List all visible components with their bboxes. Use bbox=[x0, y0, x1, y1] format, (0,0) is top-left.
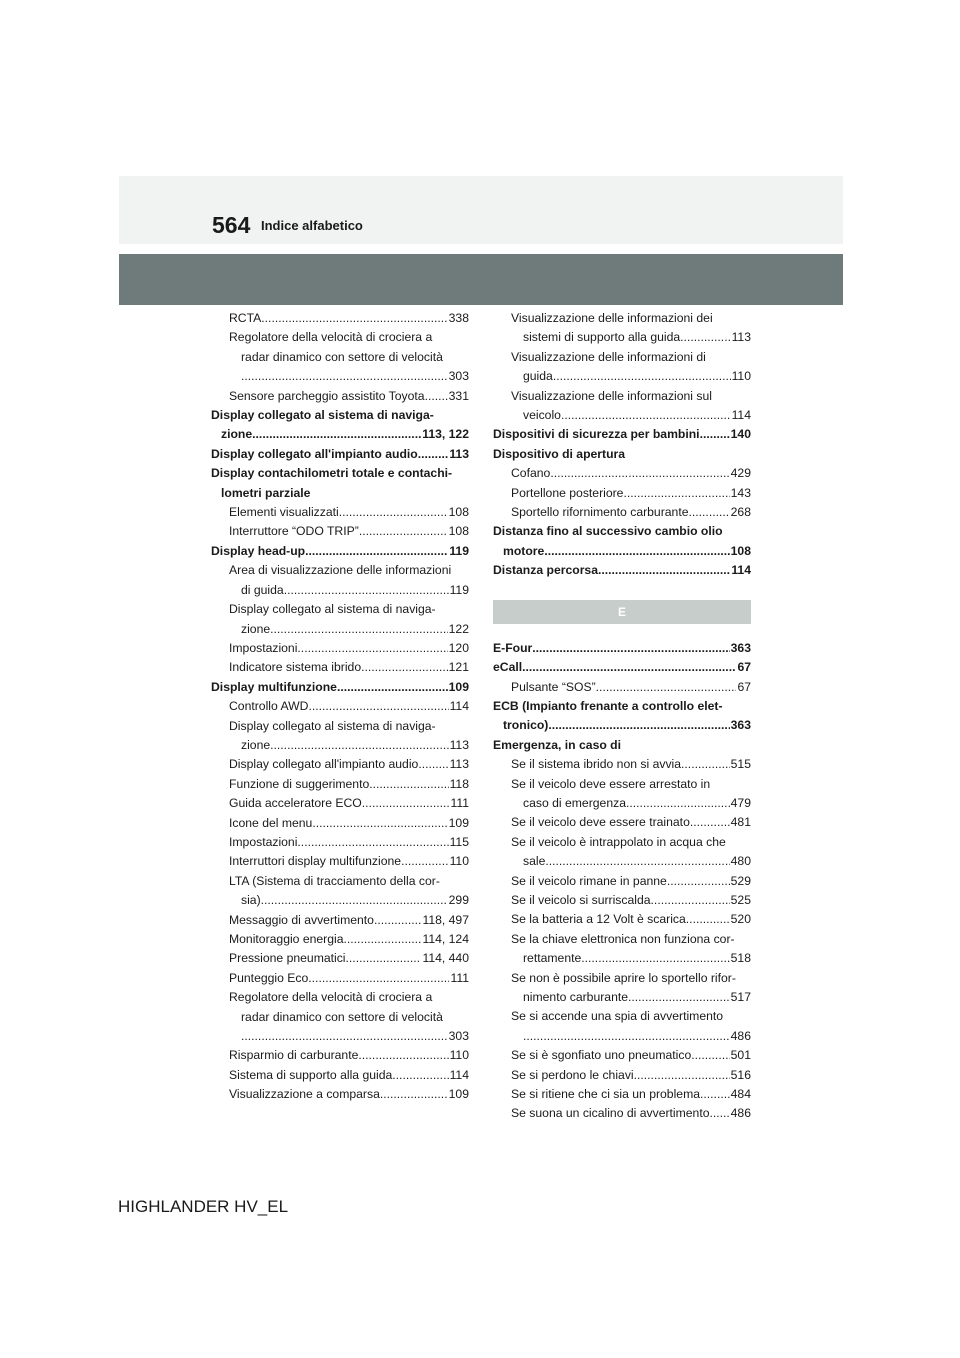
index-entry-page: 111 bbox=[450, 970, 469, 985]
index-entry-text: Se la batteria a 12 Volt è scarica bbox=[511, 912, 686, 927]
index-entry: Visualizzazione delle informazioni di bbox=[511, 349, 706, 364]
index-entry-page: 338 bbox=[448, 311, 469, 325]
index-entry-text: sia) bbox=[241, 893, 261, 908]
index-entry-page: 114, 124 bbox=[422, 932, 469, 946]
dot-leader bbox=[374, 911, 421, 930]
index-entry bbox=[493, 988, 751, 1007]
dot-leader bbox=[418, 445, 449, 464]
index-entry: Se la chiave elettronica non funziona cor- bbox=[511, 931, 735, 946]
index-entry-text: Elementi visualizzati bbox=[229, 505, 339, 520]
index-entry bbox=[211, 542, 469, 561]
index-entry-page: 119 bbox=[449, 543, 469, 558]
index-entry-page: 429 bbox=[730, 466, 751, 481]
index-entry bbox=[211, 445, 469, 464]
dot-leader bbox=[545, 852, 729, 871]
index-entry bbox=[211, 814, 469, 833]
index-entry bbox=[211, 930, 469, 949]
index-entry-page: 109 bbox=[448, 1087, 469, 1102]
index-group-e bbox=[493, 639, 751, 1124]
index-entry-page: 114 bbox=[731, 408, 751, 423]
index-entry-page: 121 bbox=[448, 660, 469, 675]
dot-leader bbox=[346, 949, 422, 968]
dot-leader bbox=[261, 891, 448, 910]
index-entry-text: Indicatore sistema ibrido bbox=[229, 660, 362, 675]
index-entry-text: caso di emergenza bbox=[523, 795, 626, 810]
index-entry-text: E-Four bbox=[493, 640, 533, 655]
dot-leader bbox=[401, 852, 449, 871]
index-entry: Dispositivo di apertura bbox=[493, 446, 626, 461]
index-entry-page: 109 bbox=[448, 815, 469, 830]
index-entry-text: Impostazioni bbox=[229, 640, 298, 655]
dot-leader bbox=[312, 814, 447, 833]
dot-leader bbox=[691, 1046, 729, 1065]
index-entry bbox=[211, 969, 469, 988]
index-entry bbox=[493, 328, 751, 347]
index-entry-page: 118, 497 bbox=[422, 912, 469, 927]
index-entry: radar dinamico con settore di velocità bbox=[241, 349, 443, 364]
index-entry-text: eCall bbox=[493, 660, 523, 675]
index-entry bbox=[493, 542, 751, 561]
index-entry-text: Se il sistema ibrido non si avvia bbox=[511, 757, 682, 772]
index-entry-page: 114, 440 bbox=[422, 951, 469, 966]
index-entry-page: 268 bbox=[730, 505, 751, 520]
index-entry-text: Sportello rifornimento carburante bbox=[511, 505, 689, 520]
index-entry-text: Pressione pneumatici bbox=[229, 951, 346, 966]
dot-leader bbox=[689, 503, 730, 522]
index-entry bbox=[211, 1085, 469, 1104]
index-entry-text: Icone del menu bbox=[229, 815, 313, 830]
dot-leader bbox=[581, 949, 729, 968]
index-entry-page: 108 bbox=[730, 543, 751, 558]
index-entry-text: Risparmio di carburante bbox=[229, 1048, 359, 1063]
index-entry-text: Se il veicolo si surriscalda bbox=[511, 892, 651, 907]
index-entry-text: di guida bbox=[241, 582, 284, 597]
index-entry-text: sale bbox=[523, 854, 546, 869]
index-entry-text: Monitoraggio energia bbox=[229, 932, 344, 946]
index-entry: Display collegato al sistema di naviga- bbox=[229, 602, 436, 617]
index-entry bbox=[211, 387, 469, 406]
index-entry-text: Portellone posteriore bbox=[511, 485, 624, 500]
index-entry bbox=[493, 813, 751, 832]
index-entry-text: RCTA bbox=[229, 311, 262, 325]
index-entry bbox=[493, 1046, 751, 1065]
dot-leader bbox=[380, 1085, 448, 1104]
dot-leader bbox=[261, 309, 447, 328]
index-entry-page: 114 bbox=[449, 1067, 469, 1082]
index-entry: Se non è possibile aprire lo sportello rifor- bbox=[511, 970, 736, 985]
index-entry bbox=[211, 775, 469, 794]
index-entry-page: 113 bbox=[449, 757, 469, 772]
index-entry-text: Guida acceleratore ECO bbox=[229, 796, 362, 811]
index-entry-text: Display collegato all'impianto audio bbox=[229, 757, 419, 772]
index-entry bbox=[493, 367, 751, 386]
index-entry: Distanza fino al successivo cambio olio bbox=[493, 524, 723, 539]
index-entry-page: 120 bbox=[448, 640, 469, 655]
index-entry-page: 111 bbox=[450, 796, 469, 811]
dot-leader bbox=[596, 678, 737, 697]
index-entry-text: rettamente bbox=[523, 951, 582, 966]
index-entry-page: 110 bbox=[449, 1048, 469, 1063]
index-entry: Regolatore della velocità di crociera a bbox=[229, 330, 433, 345]
dot-leader bbox=[548, 716, 729, 735]
index-entry bbox=[493, 716, 751, 735]
index-entry bbox=[211, 425, 469, 444]
index-entry bbox=[211, 891, 469, 910]
index-entry bbox=[493, 891, 751, 910]
dot-leader bbox=[241, 1027, 448, 1046]
index-entry bbox=[493, 678, 751, 697]
index-entry: Emergenza, in caso di bbox=[493, 737, 622, 752]
index-entry-page: 363 bbox=[730, 640, 751, 655]
index-column-right bbox=[493, 309, 751, 1124]
index-entry bbox=[493, 503, 751, 522]
index-entry-page: 480 bbox=[730, 854, 751, 869]
index-entry-page: 110 bbox=[731, 369, 751, 384]
index-entry bbox=[211, 852, 469, 871]
index-entry-text: Controllo AWD bbox=[229, 699, 309, 714]
index-entry bbox=[211, 367, 469, 386]
index-entry-page: 108 bbox=[448, 524, 469, 539]
index-entry-page: 484 bbox=[730, 1087, 751, 1102]
index-entry-page: 517 bbox=[730, 990, 751, 1004]
section-letter-divider: E bbox=[493, 600, 751, 624]
index-entry-page: 114 bbox=[731, 563, 751, 578]
index-entry bbox=[493, 872, 751, 891]
index-entry-page: 486 bbox=[730, 1028, 751, 1043]
index-entry bbox=[493, 639, 751, 658]
index-entry-text: Interruttore “ODO TRIP” bbox=[229, 524, 359, 539]
index-entry-text: Se il veicolo rimane in panne bbox=[511, 873, 667, 888]
index-entry-page: 67 bbox=[737, 660, 751, 675]
index-entry bbox=[211, 620, 469, 639]
index-entry bbox=[493, 561, 751, 580]
index-entry-text: tronico) bbox=[503, 718, 549, 733]
index-entry-page: 122 bbox=[448, 621, 469, 636]
header-title: Indice alfabetico bbox=[261, 218, 363, 233]
index-entry-page: 113 bbox=[449, 446, 469, 461]
footer-model-name: HIGHLANDER HV_EL bbox=[118, 1197, 289, 1216]
index-entry-text: Se si perdono le chiavi bbox=[511, 1067, 634, 1082]
dot-leader bbox=[561, 406, 731, 425]
index-entry-page: 303 bbox=[448, 369, 469, 384]
dot-leader bbox=[297, 639, 447, 658]
index-entry-text: Pulsante “SOS” bbox=[511, 679, 596, 694]
index-entry: Se il veicolo è intrappolato in acqua che bbox=[511, 834, 726, 849]
index-entry-text: zione bbox=[241, 737, 271, 752]
dot-leader bbox=[369, 775, 448, 794]
index-entry-page: 518 bbox=[730, 951, 751, 966]
index-entry-page: 303 bbox=[448, 1029, 469, 1044]
index-entry bbox=[493, 852, 751, 871]
dot-leader bbox=[392, 1066, 448, 1085]
dot-leader bbox=[361, 658, 448, 677]
index-entry: radar dinamico con settore di velocità bbox=[241, 1009, 443, 1024]
index-entry bbox=[493, 794, 751, 813]
index-entry-page: 515 bbox=[730, 757, 751, 772]
index-entry-text: Punteggio Eco bbox=[229, 970, 309, 985]
index-entry-page: 67 bbox=[737, 679, 751, 694]
index-entry bbox=[493, 1027, 751, 1046]
dot-leader bbox=[252, 425, 421, 444]
index-entry-page: 516 bbox=[730, 1067, 751, 1082]
index-entry-text: Sistema di supporto alla guida bbox=[229, 1067, 393, 1082]
dot-leader bbox=[690, 813, 730, 832]
index-entry bbox=[211, 1046, 469, 1065]
index-entry bbox=[493, 1066, 751, 1085]
index-entry-page: 113 bbox=[731, 330, 751, 345]
index-entry-page: 529 bbox=[730, 873, 751, 888]
index-entry-page: 481 bbox=[730, 815, 751, 830]
index-entry-page: 479 bbox=[730, 795, 751, 810]
dot-leader bbox=[270, 736, 448, 755]
index-entry: LTA (Sistema di tracciamento della cor- bbox=[229, 873, 440, 888]
dot-leader bbox=[308, 697, 448, 716]
index-entry-page: 299 bbox=[448, 893, 469, 908]
dot-leader bbox=[308, 969, 449, 988]
index-entry bbox=[211, 833, 469, 852]
index-entry bbox=[211, 678, 469, 697]
index-entry-page: 113, 122 bbox=[422, 427, 469, 442]
index-entry bbox=[493, 484, 751, 503]
index-entry-page: 520 bbox=[730, 912, 751, 927]
dot-leader bbox=[700, 425, 730, 444]
index-entry bbox=[493, 464, 751, 483]
index-entry-page: 110 bbox=[449, 854, 469, 869]
dot-leader bbox=[297, 833, 448, 852]
index-entry bbox=[211, 503, 469, 522]
dot-leader bbox=[305, 542, 448, 561]
index-entry bbox=[211, 755, 469, 774]
index-entry bbox=[211, 736, 469, 755]
index-entry-text: guida bbox=[523, 369, 553, 384]
index-entry-page: 115 bbox=[449, 834, 469, 849]
index-entry bbox=[493, 1085, 751, 1104]
index-entry-text: Display collegato all'impianto audio bbox=[211, 446, 418, 461]
dot-leader bbox=[681, 755, 730, 774]
index-entry-text: Distanza percorsa bbox=[493, 563, 598, 578]
dot-leader bbox=[598, 561, 730, 580]
index-entry-page: 113 bbox=[449, 737, 469, 752]
index-entry bbox=[211, 697, 469, 716]
index-entry bbox=[211, 1066, 469, 1085]
index-entry-text: Messaggio di avvertimento bbox=[229, 912, 374, 927]
index-entry-text: nimento carburante bbox=[523, 990, 629, 1004]
dot-leader bbox=[344, 930, 422, 949]
index-entry bbox=[493, 910, 751, 929]
dot-leader bbox=[667, 872, 730, 891]
index-entry-page: 119 bbox=[449, 582, 469, 597]
index-entry-text: Impostazioni bbox=[229, 834, 298, 849]
dot-leader bbox=[284, 581, 449, 600]
index-entry: Visualizzazione delle informazioni dei bbox=[511, 311, 713, 325]
dot-leader bbox=[544, 542, 729, 561]
index-entry bbox=[493, 1104, 751, 1123]
index-column-left bbox=[211, 309, 469, 1105]
dot-leader bbox=[270, 620, 448, 639]
index-entry-text: zione bbox=[241, 621, 271, 636]
index-entry bbox=[211, 522, 469, 541]
index-entry-page: 525 bbox=[730, 892, 751, 907]
index-entry bbox=[493, 658, 751, 677]
header-dark-band bbox=[119, 254, 843, 305]
index-entry: Visualizzazione delle informazioni sul bbox=[511, 388, 712, 403]
index-entry-page: 501 bbox=[730, 1048, 751, 1063]
index-entry-page: 118 bbox=[449, 776, 469, 791]
dot-leader bbox=[359, 522, 448, 541]
dot-leader bbox=[339, 503, 448, 522]
index-entry-text: Se suona un cicalino di avvertimento bbox=[511, 1106, 710, 1121]
index-entry bbox=[211, 911, 469, 930]
index-entry: Display contachilometri totale e contachi- bbox=[211, 466, 453, 481]
index-entry-page: 114 bbox=[449, 699, 469, 714]
dot-leader bbox=[362, 794, 450, 813]
index-entry-page: 108 bbox=[448, 505, 469, 520]
dot-leader bbox=[553, 367, 731, 386]
dot-leader bbox=[651, 891, 730, 910]
index-entry-text: Dispositivi di sicurezza per bambini bbox=[493, 427, 700, 442]
index-entry-text: motore bbox=[503, 543, 545, 558]
dot-leader bbox=[626, 794, 730, 813]
dot-leader bbox=[700, 1085, 730, 1104]
index-entry: Display collegato al sistema di naviga- bbox=[229, 718, 436, 733]
index-entry-text: zione bbox=[221, 427, 253, 442]
index-entry bbox=[493, 755, 751, 774]
dot-leader bbox=[680, 328, 730, 347]
dot-leader bbox=[634, 1066, 730, 1085]
index-entry bbox=[211, 658, 469, 677]
index-entry bbox=[493, 949, 751, 968]
index-entry-text: sistemi di supporto alla guida bbox=[523, 330, 681, 345]
index-entry bbox=[211, 581, 469, 600]
dot-leader bbox=[532, 639, 729, 658]
index-entry-page: 140 bbox=[730, 427, 751, 442]
index-entry bbox=[493, 425, 751, 444]
index-entry bbox=[211, 794, 469, 813]
index-entry-page: 486 bbox=[730, 1106, 751, 1121]
index-entry bbox=[211, 949, 469, 968]
dot-leader bbox=[358, 1046, 448, 1065]
dot-leader bbox=[337, 678, 448, 697]
index-entry: Se si accende una spia di avvertimento bbox=[511, 1009, 724, 1024]
index-entry bbox=[211, 1027, 469, 1046]
index-entry-page: 143 bbox=[730, 485, 751, 500]
index-entry-page: 109 bbox=[448, 679, 469, 694]
dot-leader bbox=[686, 910, 730, 929]
dot-leader bbox=[241, 367, 448, 386]
index-entry-text: Display multifunzione bbox=[211, 679, 337, 694]
index-entry bbox=[211, 639, 469, 658]
dot-leader bbox=[710, 1104, 730, 1123]
index-entry bbox=[211, 309, 469, 328]
index-entry-text: Sensore parcheggio assistito Toyota bbox=[229, 388, 425, 403]
index-entry-page: 363 bbox=[730, 718, 751, 733]
dot-leader bbox=[628, 988, 730, 1007]
index-entry bbox=[493, 406, 751, 425]
index-entry: lometri parziale bbox=[221, 485, 311, 500]
index-entry-text: Se si è sgonfiato uno pneumatico bbox=[511, 1048, 692, 1063]
index-entry-text: Display head-up bbox=[211, 543, 306, 558]
page-number: 564 bbox=[212, 212, 251, 238]
dot-leader bbox=[623, 484, 729, 503]
index-entry: Regolatore della velocità di crociera a bbox=[229, 990, 433, 1005]
dot-leader bbox=[425, 387, 448, 406]
index-entry-text: Funzione di suggerimento bbox=[229, 776, 370, 791]
index-entry-text: Interruttori display multifunzione bbox=[229, 854, 402, 869]
dot-leader bbox=[418, 755, 448, 774]
index-entry-text: Visualizzazione a comparsa bbox=[229, 1087, 380, 1102]
index-entry-page: 331 bbox=[448, 388, 469, 403]
dot-leader bbox=[550, 464, 729, 483]
index-entry: Display collegato al sistema di naviga- bbox=[211, 408, 434, 423]
index-entry-text: Cofano bbox=[511, 466, 551, 481]
index-entry-text: Se si ritiene che ci sia un problema bbox=[511, 1087, 701, 1102]
index-entry: Area di visualizzazione delle informazioni bbox=[229, 563, 452, 578]
index-entry-text: veicolo bbox=[523, 408, 561, 423]
dot-leader bbox=[523, 1027, 730, 1046]
dot-leader bbox=[522, 658, 736, 677]
index-entry-text: Se il veicolo deve essere trainato bbox=[511, 815, 690, 830]
index-entry: Se il veicolo deve essere arrestato in bbox=[511, 776, 711, 791]
index-entry: ECB (Impianto frenante a controllo elet- bbox=[493, 698, 723, 713]
index-group-d bbox=[493, 309, 751, 581]
